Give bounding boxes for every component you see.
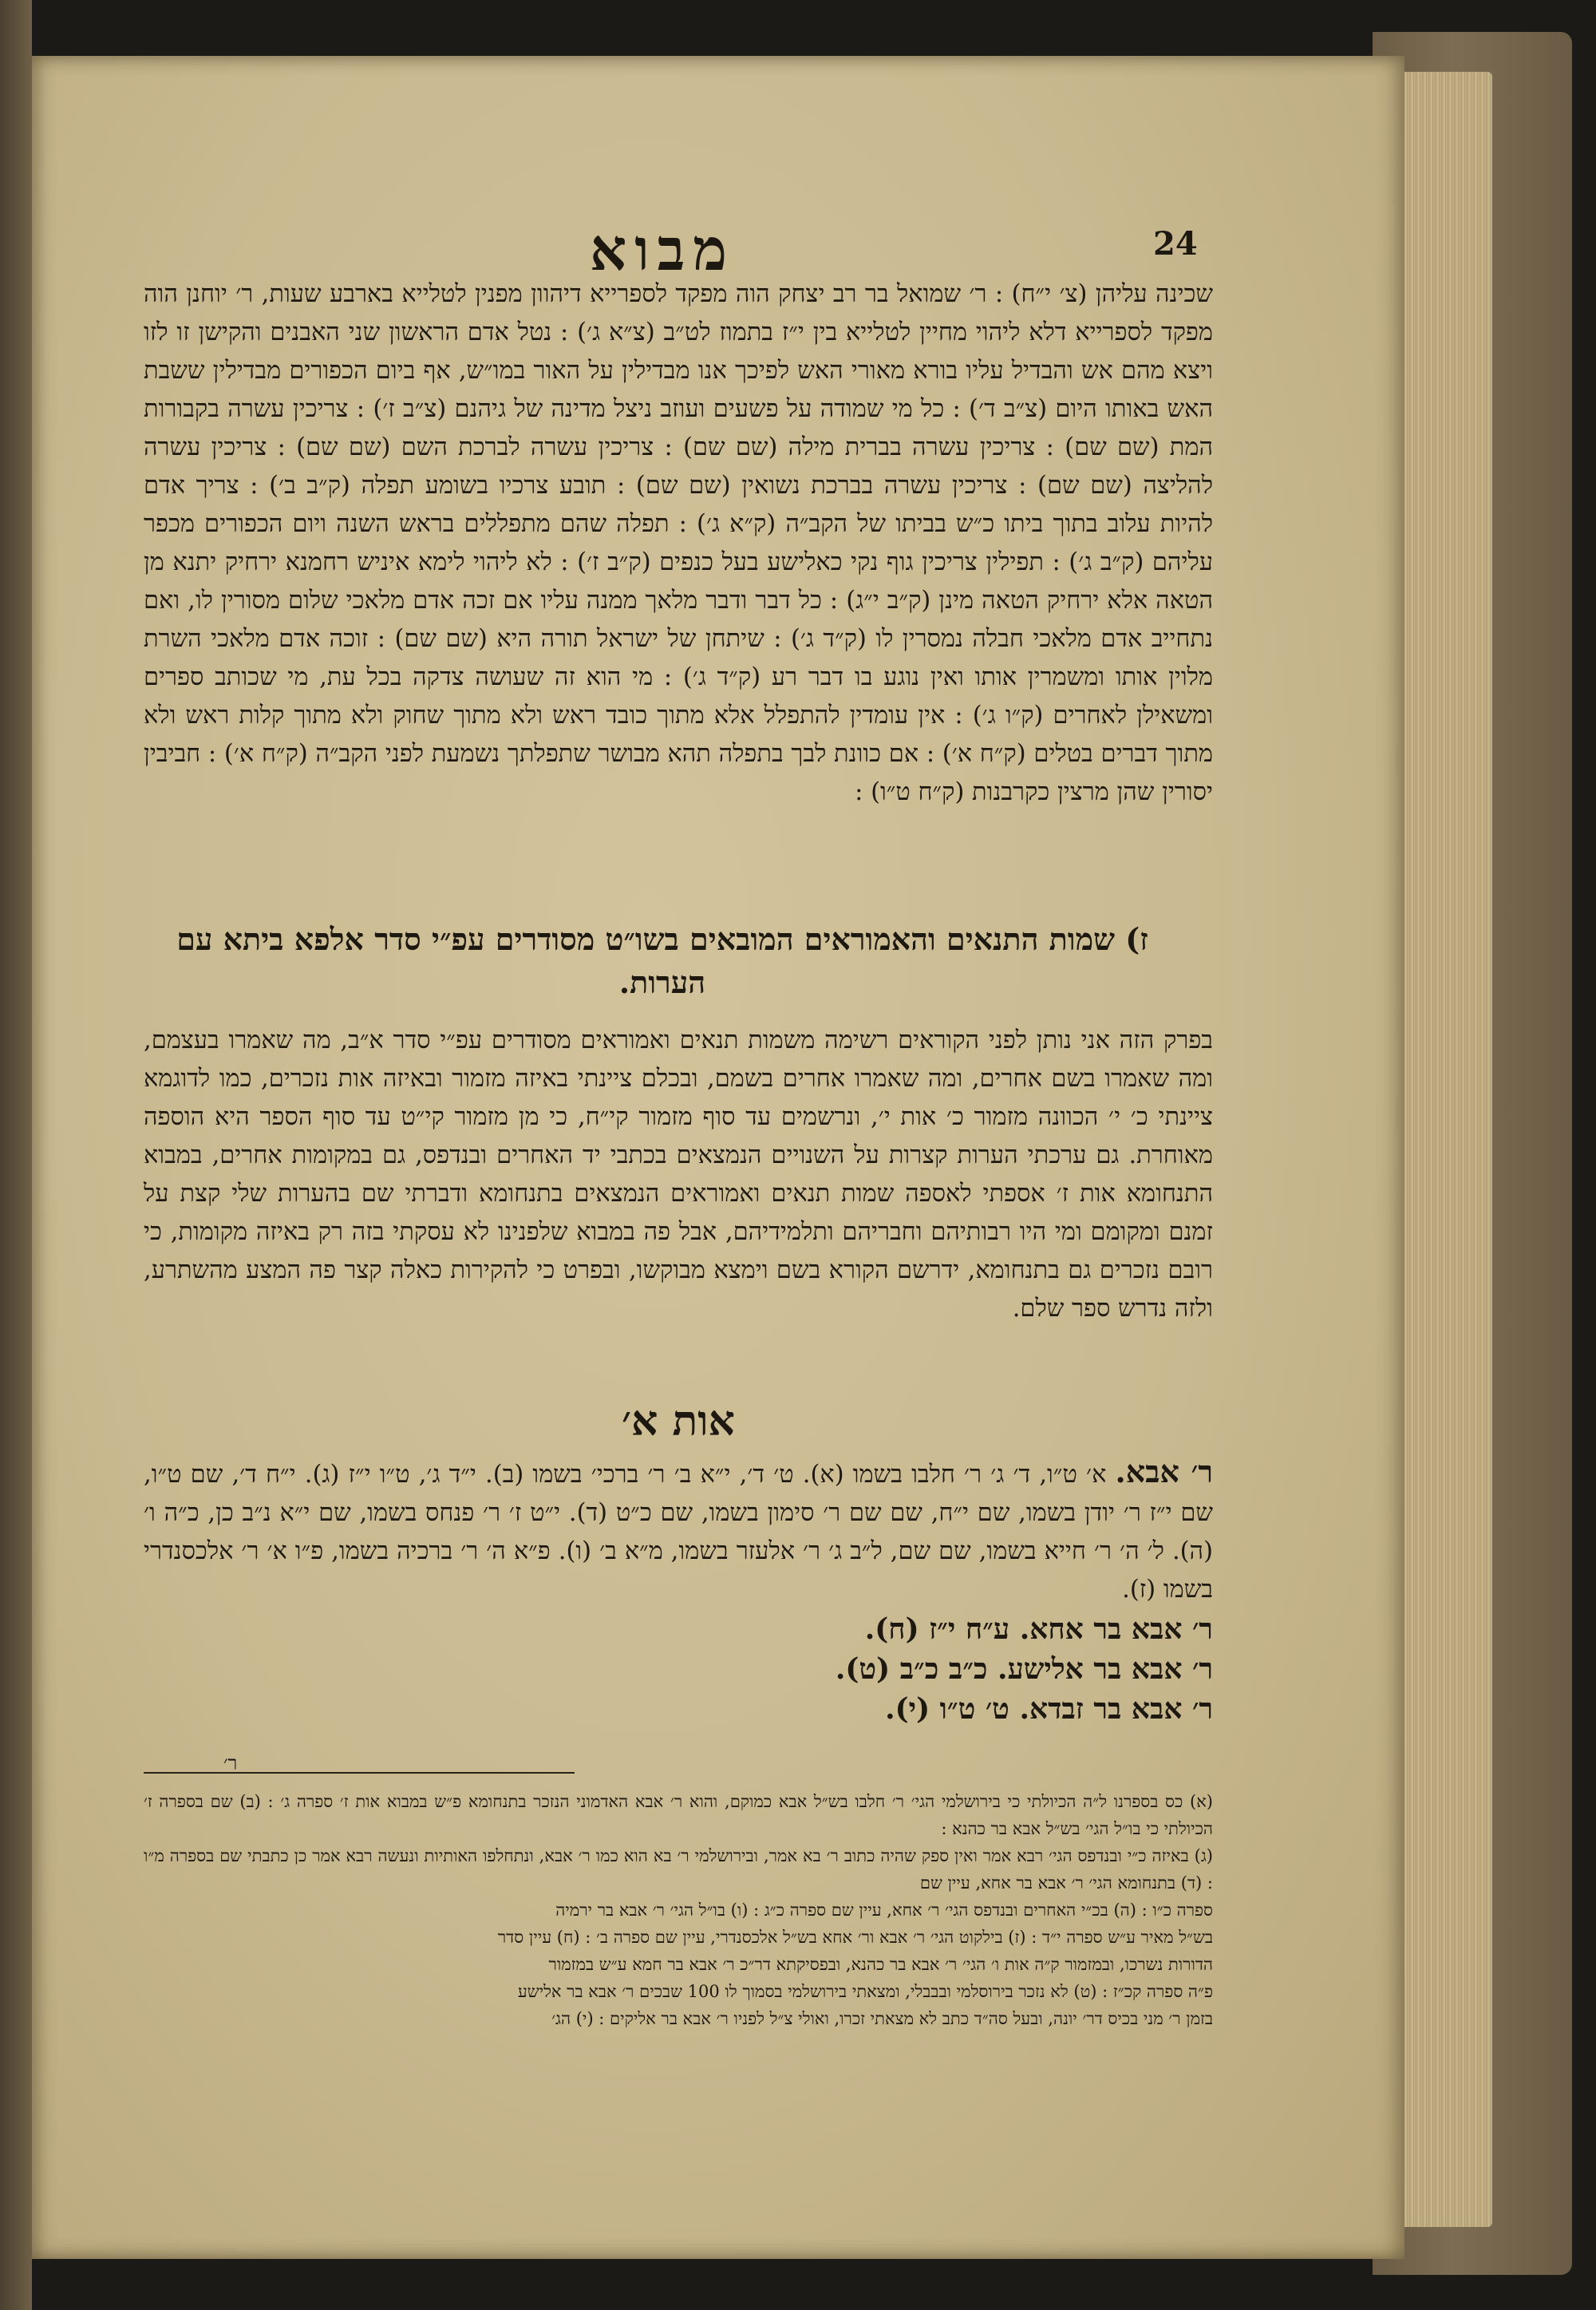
book-spine (0, 0, 32, 2310)
page-number: 24 (1153, 225, 1198, 263)
footnote-line: בש״ל מאיר ע״ש ספרה י״ד : (ז) בילקוט הגי׳ ר׳ אבא ור׳ אחא בש״ל אלכסנדרי, עיין שם ספרה ב׳ : (ח) עיין סדר (497, 1928, 1213, 1947)
section-paragraph: בפרק הזה אני נותן לפני הקוראים רשימה משמות תנאים ואמוראים מסודרים עפ״י סדר א״ב, מה שאמרו בעצמם, ומה שאמרו בשם אחרים, ומה שאמרו אחרים בשמם, ובכלם ציינתי באיזה מזמור ובאיזה אות נזכרים, כמו לדוגמא ציינתי כ׳ י׳ הכוונה מזמור כ׳ אות י׳, ונרשמים עד סוף מזמור קי״ח, כי מן מזמור קי״ט עד סוף הספר היא הוספה מאוחרת. גם ערכתי הערות קצרות על השנויים הנמצאים בכתבי יד האחרים ובנדפס, גם במקומות אחרים, במבוא התנחומא אות ז׳ אספתי לאספה שמות תנאים ואמוראים הנמצאים בתנחומא ודברתי שם בהערות שלי קצת על זמנם ומקומם ומי היו רבותיהם וחבריהם ותלמידיהם, אבל פה במבוא שלפנינו לא עסקתי בזה רק באיזה מקומות, כי רובם נזכרים גם בתנחומא, ידרשם הקורא בשם וימצא מבוקשו, ובפרט כי להקירות כאלה קצר פה המצע מהשתרע, ולזה נדרש ספר שלם. (144, 1026, 1213, 1323)
footnote-rule (144, 1772, 575, 1774)
footnote-line: (א) כס בספרנו ל״ה הכיולתי כי בירושלמי הגי׳ ר׳ חלבו בש״ל אבא כמוקם, והוא ר׳ אבא האדמוני הנזכר בתנחומא פ״ש במבוא אות ז׳ ספרה ג׳ : (ב) שם בספרה ז׳ הכיולתי כי בו״ל הגי׳ בש״ל אבא בר כהנא : (144, 1792, 1213, 1838)
entry-abba (144, 1453, 1213, 1609)
footnote-line: בזמן ר׳ מני בכיס דר׳ יונה, ובעל סה״ד כתב לא מצאתי זכרו, ואולי צ״ל לפניו ר׳ אבא בר אליקים : (י) הג׳ (551, 2009, 1213, 2028)
footnote-line: ספרה כ״ו : (ה) בכ״י האחרים ובנדפס הגי׳ ר׳ אחא, עיין שם ספרה כ״ג : (ו) בו״ל הגי׳ ר׳ אבא בר ירמיה (555, 1901, 1213, 1920)
section-heading: ז) שמות התנאים והאמוראים המובאים בשו״ט מסודרים עפ״י סדר אלפא ביתא עם הערות. (176, 921, 1148, 1000)
entry-abba-bar-zavda: ר׳ אבא בר זבדא. ט׳ ט״ו (י). (885, 1692, 1213, 1726)
catchword: ר׳ (223, 1752, 238, 1774)
footnotes (144, 1788, 1213, 2032)
book-page (32, 56, 1404, 2259)
footnote-line: הדורות נשרכו, ובמזמור ק״ה אות ו׳ הגי׳ ר׳ אבא בר כהנא, ובפסיקתא דר״כ ר׳ אבא בר חמא ע״ש במזמור (548, 1955, 1213, 1974)
footnote-line: פ״ה ספרה קכ״ז : (ט) לא נזכר בירוסלמי ובבבלי, ומצאתי בירושלמי בסמוך לו 100 שבכים ר׳ אבא בר אלישע (517, 1982, 1213, 2001)
entry-abba-bar-aha: ר׳ אבא בר אחא. ע״ח י״ז (ח). (864, 1612, 1213, 1646)
running-head: מבוא (589, 216, 736, 283)
letter-heading: אות א׳ (622, 1397, 735, 1446)
footnote-line: (ג) באיזה כ״י ובנדפס הגי׳ רבא אמר ואין ספק שהיה כתוב ר׳ בא אמר, ובירושלמי ר׳ בא הוא כמו ר׳ אבא, ונתחלפו האותיות ונעשה רבא אמר כן כתבתי שם בספרה מ״ו : (ד) בתנחומא הגי׳ ר׳ אבא בר אחא, עיין שם (144, 1846, 1213, 1893)
name-entries (144, 1453, 1213, 1729)
entry-abba-bar-elisha: ר׳ אבא בר אלישע. כ״ב כ״ב (ט). (835, 1652, 1213, 1686)
intro-paragraph: שכינה עליהן (צ׳ י״ח) : ר׳ שמואל בר רב יצחק הוה מפקד לספרייא דיהוון מפנין לטלייא בארבע שעות, ר׳ יוחנן הוה מפקד לספרייא דלא ליהוי מחיין לטלייא בין י״ז בתמוז לט״ב (צ״א ג׳) : נטל אדם הראשון שני האבנים והקישן זו לזו ויצא מהם אש והבדיל עליו בורא מאורי האש לפיכך אנו מבדילין על האור במו״ש, אף ביום הכפורים מבדילין ששבת האש באותו היום (צ״ב ד׳) : כל מי שמודה על פשעים ועוזב ניצל מדינה של גיהנם (צ״ב ז׳) : צריכין עשרה בקבורות המת (שם שם) : צריכין עשרה בברית מילה (שם שם) : צריכין עשרה לברכת השם (שם שם) : צריכין עשרה להליצה (שם שם) : צריכין עשרה בברכת נשואין (שם שם) : תובע צרכיו בשומע תפלה (ק״ב ב׳) : צריך אדם להיות עלוב בתוך ביתו כ״ש בביתו של הקב״ה (ק״א ג׳) : תפלה שהם מתפללים בראש השנה ויום הכפורים מכפר עליהם (ק״ב ג׳) : תפילין צריכין גוף נקי כאלישע בעל כנפים (ק״ב ז׳) : לא ליהוי לימא איניש רחמנא ירחיק יתנא מן הטאה אלא ירחיק הטאה מינן (ק״ב י״ג) : כל דבר ודבר מלאך ממנה עליו אם זכה אדם מלאכי שלום מסורין לו, ואם נתחייב אדם מלאכי חבלה נמסרין לו (ק״ד ג׳) : שיתחן של ישראל תורה היא (שם שם) : זוכה אדם מלאכי השרת מלוין אותו ומשמרין אותו ואין נוגע בו דבר רע (ק״ד ג׳) : מי הוא זה שעושה צדקה בכל עת, מי שכותב ספרים ומשאילן לאחרים (ק״ו ג׳) : אין עומדין להתפלל אלא מתוך כובד ראש ולא מתוך שחוק ולא מתוך קלות ראש ולא מתוך דברים בטלים (ק״ח א׳) : אם כוונת לבך בתפלה תהא מבושר שתפלתך נשמעת לפני הקב״ה (ק״ח א׳) : חביבין יסורין שהן מרצין כקרבנות (ק״ח ט״ו) : (144, 280, 1213, 806)
entry-name: ר׳ אבא. (1115, 1454, 1214, 1489)
entry-references: א׳ ט״ו, ד׳ ג׳ ר׳ חלבו בשמו (א). ט׳ ד׳, י״א ב׳ ר׳ ברכי׳ בשמו (ב). י״ד ג׳, ט״ו י״ז (ג). י״ח ד׳, שם ט״ו, שם י״ז ר׳ יודן בשמו, שם י״ח, שם שם ר׳ סימון בשמו, שם כ״ט (ד). י״ט ז׳ ר׳ פנחס בשמו, שם י״א נ״ב כן, כ״ה ו׳ (ה). ל׳ ה׳ ר׳ חייא בשמו, שם שם, ל״ב ג׳ ר׳ אלעזר בשמו, מ״א ב׳ (ו). פ״א ה׳ ר׳ ברכיה בשמו, פ״ו א׳ ר׳ אלכסנדרי בשמו (ז). (144, 1461, 1213, 1604)
